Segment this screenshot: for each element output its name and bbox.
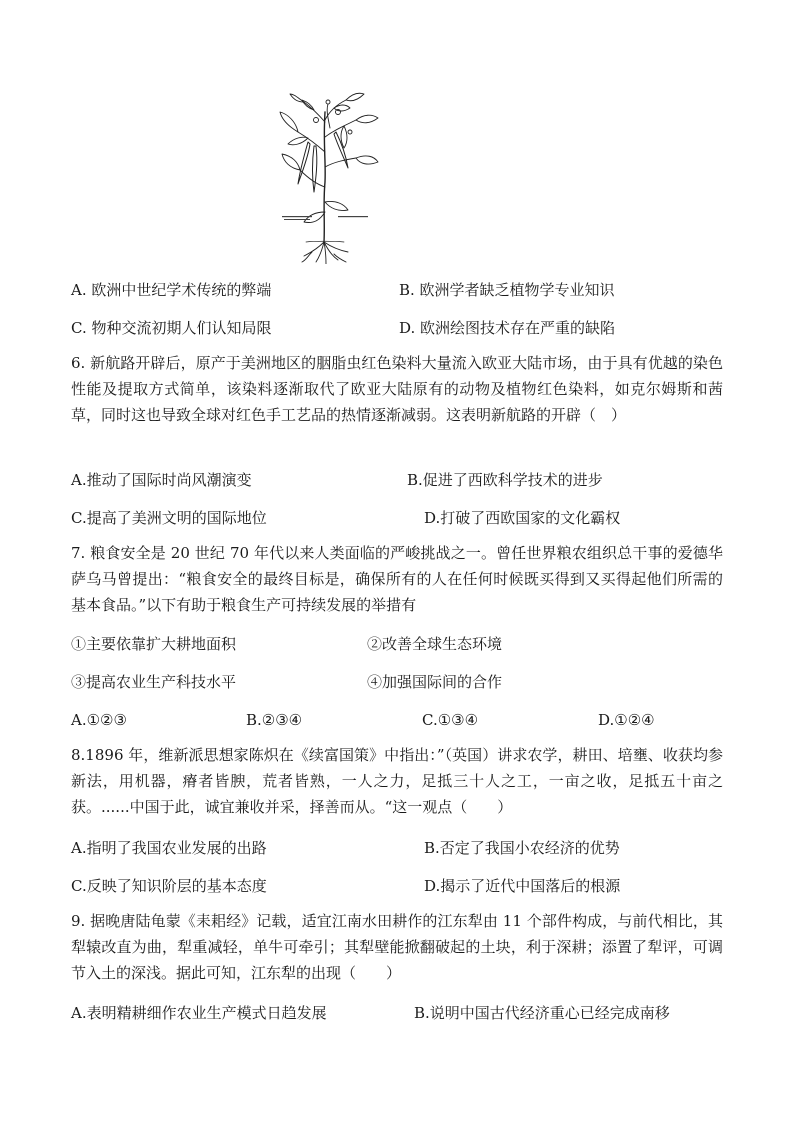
q9-option-b: B.说明中国古代经济重心已经完成南移 (414, 1004, 670, 1022)
q6-option-d: D.打破了西欧国家的文化霸权 (424, 509, 621, 527)
q8-option-b: B.否定了我国小农经济的优势 (424, 839, 620, 857)
q8-option-a: A.指明了我国农业发展的出路 (71, 839, 267, 857)
q6-stem: 6. 新航路开辟后，原产于美洲地区的胭脂虫红色染料大量流入欧亚大陆市场，由于具有优越的染色性能及提取方式简单，该染料逐渐取代了欧亚大陆原有的动物及植物红色染料，如克尔姆斯和茜草，同时这也导致全球对红色手工艺品的热情逐渐减弱。这表明新航路的开辟（ ） (71, 354, 723, 424)
q7-option-b: B.②③④ (246, 711, 303, 729)
q6-option-b: B.促进了西欧科学技术的进步 (407, 471, 603, 489)
q9-option-a: A.表明精耕细作农业生产模式日趋发展 (71, 1004, 327, 1022)
q8-option-c: C.反映了知识阶层的基本态度 (71, 877, 267, 895)
pepper-plant-illustration (268, 92, 388, 264)
q6-option-c: C.提高了美洲文明的国际地位 (71, 509, 267, 527)
q5-option-d: D. 欧洲绘图技术存在严重的缺陷 (399, 319, 616, 337)
q5-option-a: A. 欧洲中世纪学术传统的弊端 (71, 281, 272, 299)
q5-option-b: B. 欧洲学者缺乏植物学专业知识 (399, 281, 615, 299)
q7-item-3: ③提高农业生产科技水平 (71, 673, 237, 691)
q7-option-a: A.①②③ (71, 711, 127, 729)
q7-item-2: ②改善全球生态环境 (367, 635, 503, 653)
q8-option-d: D.揭示了近代中国落后的根源 (424, 877, 621, 895)
q7-option-c: C.①③④ (422, 711, 479, 729)
q6-option-a: A.推动了国际时尚风潮演变 (71, 471, 252, 489)
q7-option-d: D.①②④ (598, 711, 655, 729)
q8-stem: 8.1896 年，维新派思想家陈炽在《续富国策》中指出：”（英国）讲求农学，耕田、培壅、收获均参新法，用机器，瘠者皆腴，荒者皆熟，一人之力，足抵三十人之工，一亩之收，足抵五十亩之获。......中国于此，诚宜兼收并采，择善而从。“这一观点（ ） (71, 746, 723, 816)
q7-item-1: ①主要依靠扩大耕地面积 (71, 635, 237, 653)
q5-option-c: C. 物种交流初期人们认知局限 (71, 319, 272, 337)
q7-stem: 7. 粮食安全是 20 世纪 70 年代以来人类面临的严峻挑战之一。曾任世界粮农组织总干事的爱德华萨乌马曾提出：“粮食安全的最终目标是，确保所有的人在任何时候既买得到又买得起他们所需的基本食品。”以下有助于粮食生产可持续发展的举措有 (71, 544, 723, 614)
q9-stem: 9. 据晚唐陆龟蒙《耒耜经》记载，适宜江南水田耕作的江东犁由 11 个部件构成，与前代相比，其犁辕改直为曲，犁重减轻，单牛可牵引；其犁壁能掀翻破起的土块，利于深耕；添置了犁评，可调节入土的深浅。据此可知，江东犁的出现（ ） (71, 912, 723, 982)
q7-item-4: ④加强国际间的合作 (367, 673, 503, 691)
